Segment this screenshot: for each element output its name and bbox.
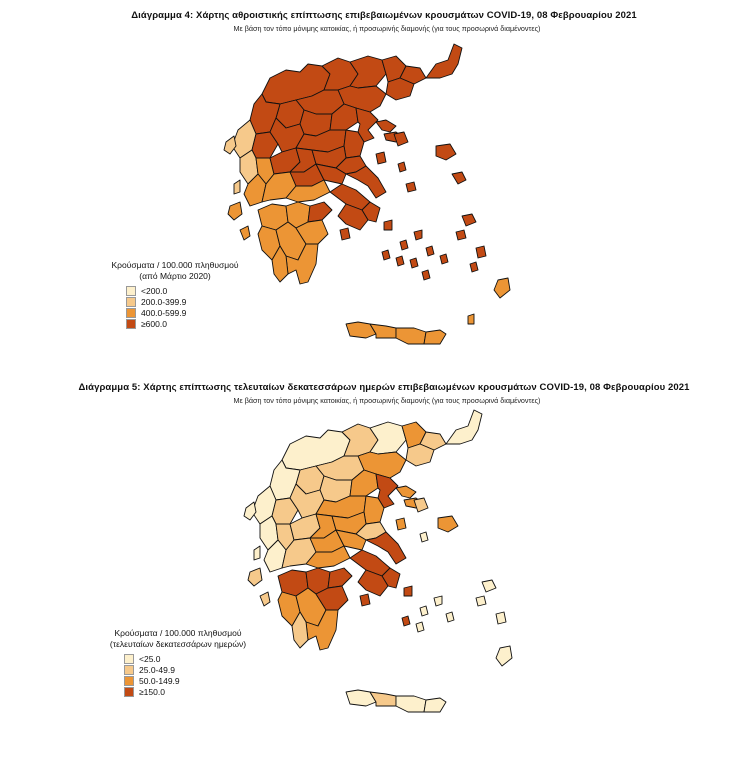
region xyxy=(396,696,426,712)
legend-item xyxy=(124,664,278,675)
region xyxy=(420,532,428,542)
legend-swatch xyxy=(126,319,136,329)
cumulative-incidence-panel xyxy=(0,0,734,375)
region xyxy=(376,120,396,132)
legend-item xyxy=(126,318,270,329)
region xyxy=(396,518,406,530)
region xyxy=(328,568,352,588)
legend-swatch xyxy=(126,286,136,296)
region xyxy=(384,220,392,230)
map1-legend xyxy=(80,260,270,329)
region xyxy=(224,136,236,154)
region xyxy=(398,162,406,172)
region xyxy=(382,250,390,260)
region xyxy=(494,278,510,298)
region xyxy=(402,616,410,626)
region xyxy=(440,254,448,264)
legend-swatch xyxy=(124,665,134,675)
region xyxy=(426,246,434,256)
region xyxy=(446,612,454,622)
legend-item xyxy=(126,296,270,307)
region xyxy=(422,270,430,280)
map1-legend-title-line2: (από Μάρτιο 2020) xyxy=(139,271,211,281)
legend-item xyxy=(124,653,278,664)
map2-peloponnese xyxy=(278,568,352,650)
region xyxy=(376,152,386,164)
map2-legend xyxy=(78,628,278,697)
legend-label: 200.0-399.9 xyxy=(141,296,187,307)
legend-swatch xyxy=(126,297,136,307)
legend-swatch xyxy=(124,676,134,686)
legend-label: ≥600.0 xyxy=(141,318,167,329)
map1-title: Διάγραμμα 4: Χάρτης αθροιστικής επίπτωσης επιβεβαιωμένων κρουσμάτων COVID-19, 08 Φεβρουαρίου 2021 xyxy=(131,10,637,21)
region xyxy=(434,596,442,606)
region xyxy=(254,546,260,560)
region xyxy=(496,646,512,666)
map1-legend-title xyxy=(80,260,270,282)
region xyxy=(228,202,242,220)
region xyxy=(370,692,396,706)
region xyxy=(414,230,422,240)
region xyxy=(420,606,428,616)
map1-legend-title-line1: Κρούσματα / 100.000 πληθυσμού xyxy=(111,260,239,270)
region xyxy=(424,330,446,344)
legend-item xyxy=(124,686,278,697)
region xyxy=(452,172,466,184)
map2-legend-title-line1: Κρούσματα / 100.000 πληθυσμού xyxy=(114,628,242,638)
map2-legend-title xyxy=(78,628,278,650)
region xyxy=(400,240,408,250)
region xyxy=(414,498,428,512)
map1-crete xyxy=(346,322,446,344)
legend-label: <200.0 xyxy=(141,285,168,296)
region xyxy=(476,246,486,258)
region xyxy=(424,698,446,712)
legend-label: 25.0-49.9 xyxy=(139,664,175,675)
region xyxy=(470,262,478,272)
legend-item xyxy=(126,307,270,318)
fourteen-day-incidence-panel xyxy=(0,378,734,757)
legend-swatch xyxy=(126,308,136,318)
region xyxy=(436,144,456,160)
region xyxy=(396,328,426,344)
region xyxy=(416,622,424,632)
map2-legend-title-line2: (τελευταίων δεκατεσσάρων ημερών) xyxy=(109,639,247,649)
region xyxy=(394,132,408,146)
map2-title: Διάγραμμα 5: Χάρτης επίπτωσης τελευταίων δεκατεσσάρων ημερών επιβεβαιωμένων κρουσμάτων COVID-19, 08 Φεβρουαρίου 2021 xyxy=(78,382,690,393)
region xyxy=(370,324,396,338)
region xyxy=(396,256,404,266)
map2-subtitle: Με βάση τον τόπο μόνιμης κατοικίας, ή προσωρινής διαμονής (για τους προσωρινά διαμένοντες) xyxy=(233,396,541,405)
region xyxy=(340,228,350,240)
region xyxy=(248,568,262,586)
legend-swatch xyxy=(124,687,134,697)
legend-swatch xyxy=(124,654,134,664)
region xyxy=(468,314,474,324)
region xyxy=(496,612,506,624)
map1-subtitle: Με βάση τον τόπο μόνιμης κατοικίας, ή προσωρινής διαμονής (για τους προσωρινά διαμένοντες) xyxy=(233,24,541,33)
legend-label: 400.0-599.9 xyxy=(141,307,187,318)
legend-label: 50.0-149.9 xyxy=(139,675,180,686)
region xyxy=(244,502,256,520)
region xyxy=(410,258,418,268)
region xyxy=(308,202,332,222)
region xyxy=(482,580,496,592)
region xyxy=(426,44,462,78)
region xyxy=(476,596,486,606)
region xyxy=(234,180,240,194)
region xyxy=(396,486,416,498)
legend-item xyxy=(124,675,278,686)
region xyxy=(360,594,370,606)
map2-crete xyxy=(346,690,446,712)
legend-label: ≥150.0 xyxy=(139,686,165,697)
map1-aegean-islands xyxy=(338,132,510,324)
region xyxy=(462,214,476,226)
region xyxy=(438,516,458,532)
region xyxy=(456,230,466,240)
legend-label: <25.0 xyxy=(139,653,161,664)
region xyxy=(404,586,412,596)
region xyxy=(240,226,250,240)
legend-item xyxy=(126,285,270,296)
region xyxy=(446,410,482,444)
region xyxy=(406,182,416,192)
region xyxy=(260,592,270,606)
